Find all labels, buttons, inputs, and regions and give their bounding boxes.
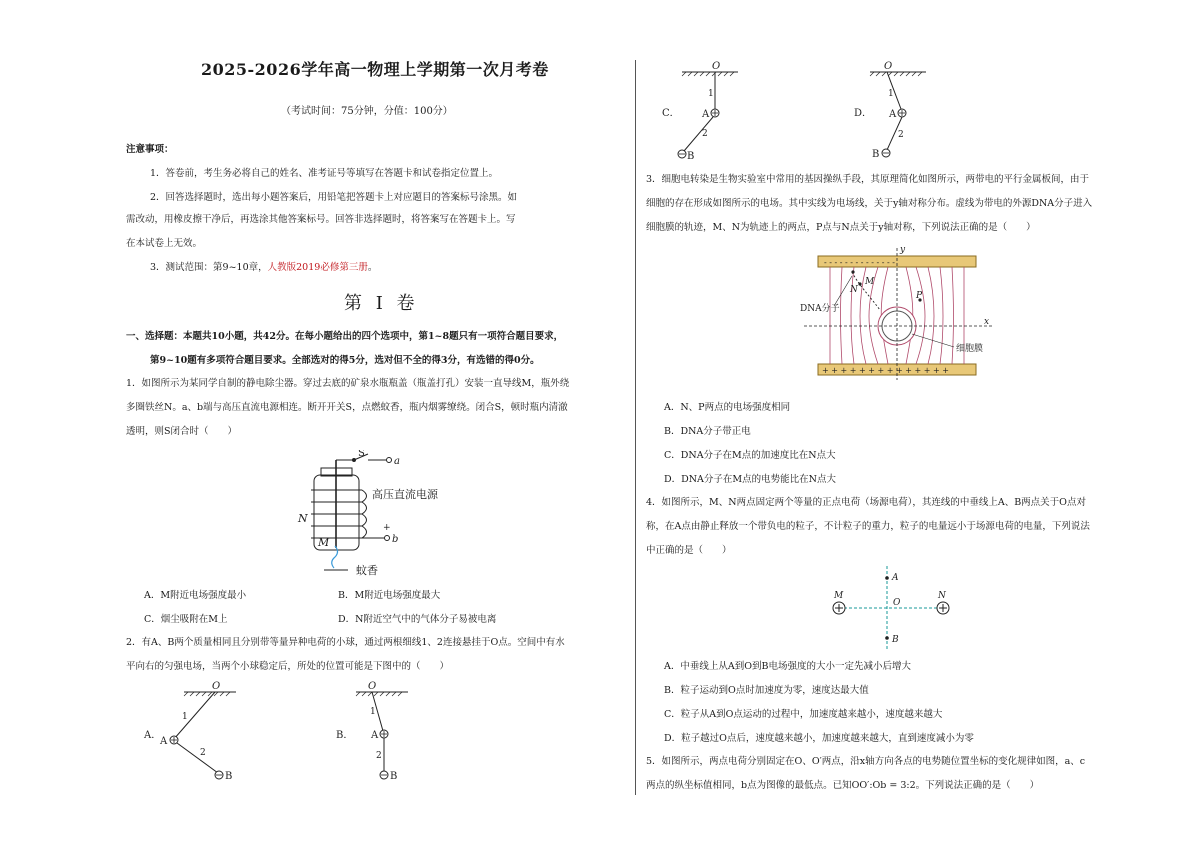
q3-text-1: 3．细胞电转染是生物实验室中常用的基因操纵手段，其原理简化如图所示，两带电的平行金属板间，由于 bbox=[646, 174, 1090, 185]
notice-heading: 注意事项： bbox=[126, 144, 174, 155]
svg-text:B: B bbox=[225, 771, 233, 782]
q3-option-c: C．DNA分子在M点的加速度比在N点大 bbox=[664, 450, 836, 461]
terminal-a: a bbox=[394, 456, 400, 467]
label-m: M bbox=[318, 536, 330, 549]
q2a-label: A． bbox=[144, 730, 162, 741]
svg-text:O: O bbox=[712, 61, 721, 72]
svg-text:1: 1 bbox=[182, 712, 188, 722]
notice-2-cont: 需改动，用橡皮擦干净后，再选涂其他答案标号。回答非选择题时，将答案写在答题卡上。写 bbox=[126, 214, 516, 225]
svg-text:2: 2 bbox=[898, 130, 904, 140]
negative-signs: - - - - - - - - - - - - - - bbox=[824, 258, 895, 267]
membrane-label: 细胞膜 bbox=[956, 344, 984, 354]
column-divider bbox=[635, 60, 636, 795]
notice-3-textbook: 人教版2019必修第三册 bbox=[267, 262, 368, 273]
svg-text:1: 1 bbox=[370, 707, 376, 717]
q1-precipitator-figure bbox=[296, 450, 476, 582]
section-instruction-1: 一、选择题：本题共10小题，共42分。在每小题给出的四个选项中，第1~8题只有一项符合题目要求， bbox=[126, 331, 564, 342]
q4-charges-figure bbox=[824, 560, 974, 656]
svg-text:O: O bbox=[212, 681, 221, 692]
svg-text:A: A bbox=[702, 109, 710, 120]
power-source-label: 高压直流电源 bbox=[372, 488, 438, 501]
q4-option-c: C．粒子从A到O点运动的过程中，加速度越来越小，速度越来越大 bbox=[664, 709, 943, 720]
q3-text-2: 细胞的存在形成如图所示的电场。其中实线为电场线，关于y轴对称分布。虚线为带电的外源DNA分子进入 bbox=[646, 198, 1093, 209]
q1-option-d: D．N附近空气中的气体分子易被电离 bbox=[338, 614, 497, 625]
q1-text-1: 1．如图所示为某同学自制的静电除尘器。穿过去底的矿泉水瓶瓶盖（瓶盖打孔）安装一直导线M，瓶外绕 bbox=[126, 378, 570, 389]
svg-text:2: 2 bbox=[702, 129, 708, 139]
point-m: M bbox=[865, 277, 875, 287]
q1-text-3: 透明，则S闭合时（ ） bbox=[126, 426, 238, 437]
q1-option-a: A．M附近电场强度最小 bbox=[144, 590, 247, 601]
svg-text:A: A bbox=[889, 109, 897, 120]
axis-x: x bbox=[984, 317, 990, 327]
q2c-label: C． bbox=[662, 108, 680, 119]
q2-text-1: 2．有A、B两个质量相同且分别带等量异种电荷的小球，通过两根细线1、2连接悬挂于O点。空间中有水 bbox=[126, 637, 565, 648]
notice-2: 2．回答选择题时，选出每小题答案后，用铅笔把答题卡上对应题目的答案标号涂黑。如 bbox=[150, 192, 518, 203]
page-title: 2025-2026学年高一物理上学期第一次月考卷 bbox=[201, 60, 549, 79]
q1-option-c: C．烟尘吸附在M上 bbox=[144, 614, 228, 625]
q2-text-2: 平向右的匀强电场，当两个小球稳定后，所处的位置可能是下图中的（ ） bbox=[126, 661, 450, 672]
q3-electroporation-figure bbox=[796, 244, 996, 384]
label-n: N bbox=[298, 512, 308, 525]
q4-option-d: D．粒子越过O点后，速度越来越小，加速度越来越大，直到速度减小为零 bbox=[664, 733, 974, 744]
svg-text:2: 2 bbox=[200, 748, 206, 758]
q2-figure-a bbox=[140, 680, 270, 790]
q5-text-1: 5．如图所示，两点电荷分别固定在O、O′两点，沿x轴方向各点的电势随位置坐标的变化规律如图，a、c bbox=[646, 756, 1086, 767]
label-o: O bbox=[893, 598, 901, 608]
dna-label: DNA分子 bbox=[800, 304, 840, 314]
svg-text:2: 2 bbox=[376, 751, 382, 761]
label-b: B bbox=[892, 635, 899, 645]
q4-option-a: A．中垂线上从A到O到B电场强度的大小一定先减小后增大 bbox=[664, 661, 911, 672]
svg-text:A: A bbox=[371, 730, 379, 741]
q4-text-3: 中正确的是（ ） bbox=[646, 545, 732, 556]
notice-1: 1．答卷前，考生务必将自己的姓名、准考证号等填写在答题卡和试卷指定位置上。 bbox=[150, 168, 499, 179]
label-m: M bbox=[834, 591, 844, 601]
q4-text-1: 4．如图所示，M、N两点固定两个等量的正点电荷（场源电荷），其连线的中垂线上A、B两点关于O点对 bbox=[646, 497, 1086, 508]
q2-figure-b bbox=[332, 680, 462, 790]
axis-y: y bbox=[900, 245, 906, 255]
svg-text:B: B bbox=[390, 771, 398, 782]
q2-figure-d bbox=[850, 58, 970, 168]
q2d-label: D． bbox=[854, 108, 873, 119]
q3-text-3: 细胞膜的轨迹，M、N为轨迹上的两点，P点与N点关于y轴对称，下列说法正确的是（ ） bbox=[646, 222, 1036, 233]
q1-option-b: B．M附近电场强度最大 bbox=[338, 590, 441, 601]
svg-text:O: O bbox=[368, 681, 377, 692]
switch-label: S bbox=[358, 450, 365, 459]
coil-label: 蚊香 bbox=[356, 564, 378, 577]
q2-figure-c bbox=[658, 58, 778, 168]
volume-heading: 第 I 卷 bbox=[344, 293, 419, 314]
q4-option-b: B．粒子运动到O点时加速度为零，速度达最大值 bbox=[664, 685, 869, 696]
q4-text-2: 称，在A点由静止释放一个带负电的粒子，不计粒子的重力，粒子的电量远小于场源电荷的电量，下列说法 bbox=[646, 521, 1090, 532]
svg-text:O: O bbox=[884, 61, 893, 72]
q3-option-a: A．N、P两点的电场强度相同 bbox=[664, 402, 791, 413]
svg-text:B: B bbox=[872, 149, 880, 160]
q5-text-2: 两点的纵坐标值相同，b点为图像的最低点。已知OO′:Ob = 3:2。下列说法正确的是（ ） bbox=[646, 780, 1040, 791]
q2b-label: B． bbox=[336, 730, 354, 741]
q3-option-d: D．DNA分子在M点的电势能比在N点大 bbox=[664, 474, 836, 485]
point-n: N bbox=[850, 285, 858, 295]
smoke bbox=[332, 546, 338, 568]
section-instruction-2: 第9~10题有多项符合题目要求。全部选对的得5分，选对但不全的得3分，有选错的得0分。 bbox=[150, 355, 540, 366]
notice-3 bbox=[150, 262, 377, 274]
notice-3-prefix: 3．测试范围：第9~10章， bbox=[150, 262, 268, 273]
q3-option-b: B．DNA分子带正电 bbox=[664, 426, 751, 437]
exam-info: （考试时间：75分钟，分值：100分） bbox=[281, 106, 453, 117]
plus-sign: + bbox=[383, 523, 391, 533]
positive-signs: + + + + + + + + + + + + + + bbox=[822, 366, 949, 375]
svg-text:1: 1 bbox=[708, 89, 714, 99]
terminal-b: b bbox=[392, 534, 399, 545]
q1-text-2: 多圈铁丝N。a、b端与高压直流电源相连。断开开关S，点燃蚊香，瓶内烟雾缭绕。闭合S，顿时瓶内清澈 bbox=[126, 402, 568, 413]
notice-2-end: 在本试卷上无效。 bbox=[126, 238, 203, 249]
label-a: A bbox=[892, 573, 899, 583]
notice-3-suffix: 。 bbox=[367, 262, 378, 273]
svg-text:1: 1 bbox=[888, 89, 894, 99]
label-n: N bbox=[938, 591, 946, 601]
svg-text:A: A bbox=[160, 736, 168, 747]
svg-text:B: B bbox=[687, 151, 695, 162]
point-p: P bbox=[916, 291, 923, 301]
